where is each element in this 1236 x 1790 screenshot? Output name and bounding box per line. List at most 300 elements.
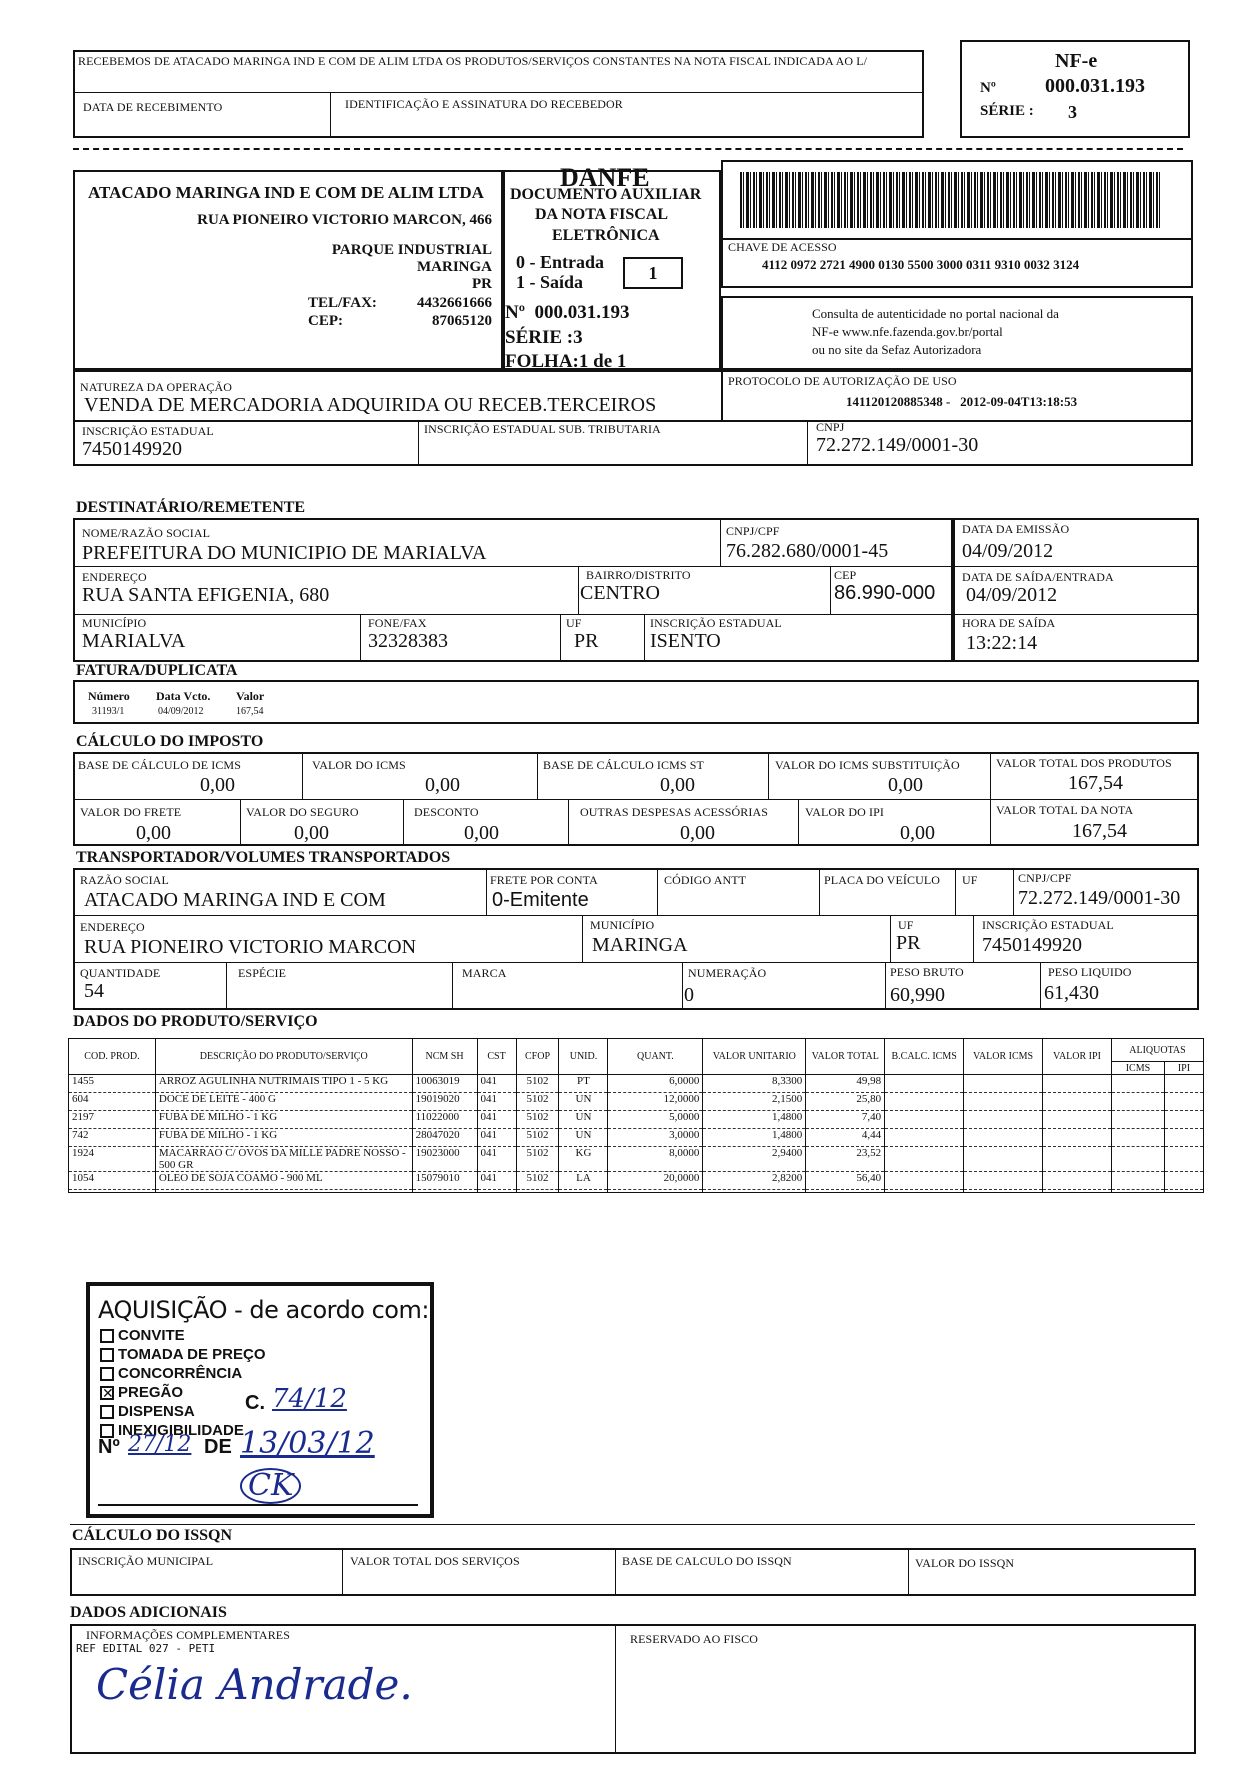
cell-empty bbox=[964, 1129, 1043, 1147]
recipient-cep: 86.990-000 bbox=[834, 582, 936, 604]
transport-uf2-label: UF bbox=[898, 918, 914, 932]
cell-desc: DOCE DE LEITE - 400 G bbox=[155, 1093, 412, 1111]
col-vicms: VALOR ICMS bbox=[964, 1039, 1043, 1075]
emitter-cep: 87065120 bbox=[432, 313, 492, 329]
invoice-h-number: Número bbox=[88, 689, 130, 703]
cell-quant: 20,0000 bbox=[608, 1172, 703, 1190]
danfe-entrada: 0 - Entrada bbox=[516, 252, 605, 272]
cell-cfop: 5102 bbox=[516, 1075, 559, 1093]
cell-cod: 1924 bbox=[69, 1147, 156, 1172]
cell-ncm: 11022000 bbox=[412, 1111, 477, 1129]
issqn-im-label: INSCRIÇÃO MUNICIPAL bbox=[78, 1554, 214, 1568]
recipient-ie: ISENTO bbox=[650, 630, 721, 652]
col-ncm: NCM SH bbox=[412, 1039, 477, 1075]
danfe-line2: DA NOTA FISCAL bbox=[535, 206, 669, 223]
cell-empty bbox=[1043, 1147, 1112, 1172]
desconto: 0,00 bbox=[464, 822, 499, 844]
cell-empty bbox=[964, 1172, 1043, 1190]
transport-antt-label: CÓDIGO ANTT bbox=[664, 873, 747, 887]
products-table bbox=[68, 1038, 1204, 1193]
cell-empty bbox=[885, 1111, 964, 1129]
cut-line bbox=[73, 148, 1183, 150]
transport-brand-label: MARCA bbox=[462, 966, 507, 980]
cell-empty bbox=[1164, 1147, 1203, 1172]
stamp-option bbox=[100, 1383, 266, 1402]
receipt-text: RECEBEMOS DE ATACADO MARINGA IND E COM DE ALIM LTDA OS PRODUTOS/SERVIÇOS CONSTANTES NA NOTA FISCAL INDICADA AO L/ bbox=[78, 54, 868, 68]
recipient-address: RUA SANTA EFIGENIA, 680 bbox=[82, 584, 330, 606]
cell-vunit: 1,4800 bbox=[703, 1129, 806, 1147]
transport-qty-label: QUANTIDADE bbox=[80, 966, 161, 980]
stamp-option-label: CONVITE bbox=[118, 1327, 185, 1344]
transport-uf2: PR bbox=[896, 932, 921, 954]
cell-quant: 5,0000 bbox=[608, 1111, 703, 1129]
invoice-date: 04/09/2012 bbox=[158, 706, 204, 717]
ipi: 0,00 bbox=[900, 822, 935, 844]
base-icms-label: BASE DE CÁLCULO DE ICMS bbox=[78, 758, 241, 772]
additional-reserved-label: RESERVADO AO FISCO bbox=[630, 1632, 758, 1646]
emitter-district: PARQUE INDUSTRIAL bbox=[331, 242, 492, 258]
danfe-line3: ELETRÔNICA bbox=[552, 227, 660, 244]
cell-cfop: 5102 bbox=[516, 1111, 559, 1129]
cell-cst: 041 bbox=[477, 1129, 516, 1147]
ie-st-label: INSCRIÇÃO ESTADUAL SUB. TRIBUTARIA bbox=[424, 422, 661, 436]
table-spacer bbox=[69, 1190, 1204, 1193]
transport-net: 61,430 bbox=[1044, 982, 1099, 1004]
transport-h1 bbox=[73, 915, 1199, 916]
checkbox-icon bbox=[100, 1386, 114, 1400]
outras-label: OUTRAS DESPESAS ACESSÓRIAS bbox=[580, 805, 768, 819]
frete: 0,00 bbox=[136, 822, 171, 844]
emitter-name: ATACADO MARINGA IND E COM DE ALIM LTDA bbox=[88, 183, 484, 202]
transport-v8 bbox=[973, 915, 974, 962]
transport-v1 bbox=[486, 868, 487, 915]
icms: 0,00 bbox=[425, 774, 460, 796]
cell-empty bbox=[885, 1075, 964, 1093]
cell-cod: 1054 bbox=[69, 1172, 156, 1190]
transport-frete-label: FRETE POR CONTA bbox=[490, 873, 598, 887]
cell-cst: 041 bbox=[477, 1147, 516, 1172]
cell-empty bbox=[1111, 1147, 1164, 1172]
recipient-district-label: BAIRRO/DISTRITO bbox=[586, 568, 691, 582]
transport-species-label: ESPÉCIE bbox=[238, 966, 287, 980]
stamp-option-label: DISPENSA bbox=[118, 1403, 195, 1420]
danfe-line1: DOCUMENTO AUXILIAR bbox=[510, 186, 702, 203]
cell-cfop: 5102 bbox=[516, 1093, 559, 1111]
nfe-number: 000.031.193 bbox=[1045, 75, 1145, 97]
cell-vunit: 2,1500 bbox=[703, 1093, 806, 1111]
tax-v8 bbox=[798, 799, 799, 846]
consult-line1: Consulta de autenticidade no portal nacional da bbox=[812, 306, 1059, 321]
cell-ncm: 19019020 bbox=[412, 1093, 477, 1111]
transport-v4 bbox=[955, 868, 956, 915]
cell-ncm: 15079010 bbox=[412, 1172, 477, 1190]
cell-ncm: 19023000 bbox=[412, 1147, 477, 1172]
recipient-cep-label: CEP bbox=[834, 568, 857, 582]
cell-ncm: 10063019 bbox=[412, 1075, 477, 1093]
cell-cst: 041 bbox=[477, 1172, 516, 1190]
invoice-h-date: Data Vcto. bbox=[156, 689, 211, 703]
receipt-date-label: DATA DE RECEBIMENTO bbox=[83, 100, 223, 114]
cell-empty bbox=[1164, 1075, 1203, 1093]
icms-label: VALOR DO ICMS bbox=[312, 758, 406, 772]
cell-desc: FUBA DE MILHO - 1 KG bbox=[155, 1111, 412, 1129]
cell-empty bbox=[1043, 1111, 1112, 1129]
cell-empty bbox=[1164, 1111, 1203, 1129]
stamp-option bbox=[100, 1402, 266, 1421]
transport-numbering-label: NUMERAÇÃO bbox=[688, 966, 767, 980]
tax-h bbox=[73, 799, 1199, 800]
transport-frete: 0-Emitente bbox=[492, 889, 589, 911]
cell-empty bbox=[1164, 1129, 1203, 1147]
recipient-v2 bbox=[578, 566, 579, 614]
products-section: DADOS DO PRODUTO/SERVIÇO bbox=[73, 1013, 318, 1030]
cell-vtotal: 49,98 bbox=[806, 1075, 885, 1093]
issqn-value-label: VALOR DO ISSQN bbox=[915, 1556, 1015, 1570]
transport-uf-label: UF bbox=[962, 873, 978, 887]
recipient-h2 bbox=[73, 614, 953, 615]
cell-unid: UN bbox=[559, 1093, 608, 1111]
transport-v13 bbox=[1040, 962, 1041, 1010]
transport-address-label: ENDEREÇO bbox=[80, 920, 145, 934]
tax-v2 bbox=[537, 752, 538, 799]
transport-v12 bbox=[885, 962, 886, 1010]
cell-unid: KG bbox=[559, 1147, 608, 1172]
transport-gross: 60,990 bbox=[890, 984, 945, 1006]
cell-vtotal: 7,40 bbox=[806, 1111, 885, 1129]
additional-info-label: INFORMAÇÕES COMPLEMENTARES bbox=[86, 1628, 290, 1642]
stamp-option-label: TOMADA DE PREÇO bbox=[118, 1346, 266, 1363]
table-row bbox=[69, 1129, 1204, 1147]
cell-cst: 041 bbox=[477, 1111, 516, 1129]
col-vipi: VALOR IPI bbox=[1043, 1039, 1112, 1075]
barcode-image bbox=[740, 172, 1160, 228]
issqn-v3 bbox=[908, 1548, 909, 1596]
table-row bbox=[69, 1111, 1204, 1129]
emitter-state: PR bbox=[472, 276, 492, 292]
stamp-c-label: C. bbox=[245, 1392, 265, 1414]
emission-value: 04/09/2012 bbox=[962, 540, 1054, 562]
cell-empty bbox=[964, 1093, 1043, 1111]
issqn-section: CÁLCULO DO ISSQN bbox=[72, 1527, 233, 1544]
transport-qty: 54 bbox=[84, 980, 104, 1002]
cell-cfop: 5102 bbox=[516, 1129, 559, 1147]
nature-value: VENDA DE MERCADORIA ADQUIRIDA OU RECEB.TERCEIROS bbox=[84, 394, 657, 416]
recipient-name: PREFEITURA DO MUNICIPIO DE MARIALVA bbox=[82, 542, 487, 564]
signature: Célia Andrade. bbox=[96, 1660, 413, 1709]
col-cod: COD. PROD. bbox=[69, 1039, 156, 1075]
cell-vtotal: 56,40 bbox=[806, 1172, 885, 1190]
recipient-city: MARIALVA bbox=[82, 630, 186, 652]
recipient-city-label: MUNICÍPIO bbox=[82, 616, 147, 630]
issqn-v1 bbox=[342, 1548, 343, 1596]
cell-cfop: 5102 bbox=[516, 1147, 559, 1172]
col-aliquotas: ALIQUOTAS bbox=[1111, 1039, 1203, 1062]
emitter-tel: 4432661666 bbox=[417, 295, 492, 311]
transport-cnpj: 72.272.149/0001-30 bbox=[1018, 887, 1181, 909]
hour-label: HORA DE SAÍDA bbox=[962, 616, 1056, 630]
col-aliq-ipi: IPI bbox=[1164, 1062, 1203, 1075]
cell-empty bbox=[964, 1147, 1043, 1172]
cell-empty bbox=[1164, 1093, 1203, 1111]
ie-value: 7450149920 bbox=[82, 438, 182, 460]
nfe-serie: 3 bbox=[1068, 102, 1077, 122]
cell-empty bbox=[1043, 1093, 1112, 1111]
cell-unid: PT bbox=[559, 1075, 608, 1093]
frete-label: VALOR DO FRETE bbox=[80, 805, 182, 819]
danfe-number: Nº 000.031.193 bbox=[505, 302, 630, 323]
cell-vtotal: 4,44 bbox=[806, 1129, 885, 1147]
checkbox-icon bbox=[100, 1405, 114, 1419]
cell-empty bbox=[1111, 1093, 1164, 1111]
stamp-option bbox=[100, 1364, 266, 1383]
stamp-c-value: 74/12 bbox=[272, 1384, 347, 1414]
cell-empty bbox=[1164, 1172, 1203, 1190]
transport-address: RUA PIONEIRO VICTORIO MARCON bbox=[84, 936, 417, 958]
emitter-tel-label: TEL/FAX: bbox=[308, 295, 377, 311]
danfe-type-box: 1 bbox=[623, 257, 683, 289]
stamp-options bbox=[100, 1326, 266, 1440]
consult-line2: NF-e www.nfe.fazenda.gov.br/portal bbox=[812, 324, 1003, 339]
cell-desc: OLEO DE SOJA COAMO - 900 ML bbox=[155, 1172, 412, 1190]
additional-v1 bbox=[615, 1624, 616, 1754]
desconto-label: DESCONTO bbox=[414, 805, 479, 819]
cell-ncm: 28047020 bbox=[412, 1129, 477, 1147]
seguro-label: VALOR DO SEGURO bbox=[246, 805, 359, 819]
transport-name-label: RAZÃO SOCIAL bbox=[80, 873, 169, 887]
danfe-saida: 1 - Saída bbox=[516, 272, 584, 292]
issqn-base-label: BASE DE CALCULO DO ISSQN bbox=[622, 1554, 792, 1568]
cell-vunit: 8,3300 bbox=[703, 1075, 806, 1093]
tax-v1 bbox=[302, 752, 303, 799]
tax-v4 bbox=[990, 752, 991, 846]
seguro: 0,00 bbox=[294, 822, 329, 844]
stamp-signature-line bbox=[98, 1504, 418, 1506]
table-row bbox=[69, 1147, 1204, 1172]
col-vtotal: VALOR TOTAL bbox=[806, 1039, 885, 1075]
cell-empty bbox=[1043, 1172, 1112, 1190]
exit-value: 04/09/2012 bbox=[966, 584, 1058, 606]
recipient-ie-label: INSCRIÇÃO ESTADUAL bbox=[650, 616, 782, 630]
cell-cod: 1455 bbox=[69, 1075, 156, 1093]
emitter-city: MARINGA bbox=[417, 259, 492, 275]
issqn-total-label: VALOR TOTAL DOS SERVIÇOS bbox=[350, 1554, 520, 1568]
cell-cod: 2197 bbox=[69, 1111, 156, 1129]
cell-desc: FUBA DE MILHO - 1 KG bbox=[155, 1129, 412, 1147]
tax-v6 bbox=[403, 799, 404, 846]
additional-info: REF EDITAL 027 - PETI bbox=[76, 1642, 216, 1655]
ie-divider-2 bbox=[807, 420, 808, 466]
emission-label: DATA DA EMISSÃO bbox=[962, 522, 1070, 536]
transport-v5 bbox=[1013, 868, 1014, 915]
tax-section: CÁLCULO DO IMPOSTO bbox=[76, 733, 264, 750]
col-quant: QUANT. bbox=[608, 1039, 703, 1075]
recipient-address-label: ENDEREÇO bbox=[82, 570, 147, 584]
acquisition-stamp bbox=[86, 1282, 434, 1518]
base-st-label: BASE DE CÁLCULO ICMS ST bbox=[543, 758, 704, 772]
transport-v11 bbox=[682, 962, 683, 1010]
exit-label: DATA DE SAÍDA/ENTRADA bbox=[962, 570, 1114, 584]
recipient-phone-label: FONE/FAX bbox=[368, 616, 427, 630]
transport-city: MARINGA bbox=[592, 934, 688, 956]
transport-placa-label: PLACA DO VEÍCULO bbox=[824, 873, 941, 887]
recipient-section: DESTINATÁRIO/REMETENTE bbox=[76, 499, 306, 516]
hour-value: 13:22:14 bbox=[966, 632, 1038, 654]
transport-h2 bbox=[73, 962, 1199, 963]
base-st: 0,00 bbox=[660, 774, 695, 796]
receipt-sign-label: IDENTIFICAÇÃO E ASSINATURA DO RECEBEDOR bbox=[345, 97, 623, 111]
dates-h1 bbox=[953, 566, 1199, 567]
recipient-cnpj-label: CNPJ/CPF bbox=[726, 524, 780, 538]
icms-sub-label: VALOR DO ICMS SUBSTITUIÇÃO bbox=[775, 758, 960, 772]
col-aliq-icms: ICMS bbox=[1111, 1062, 1164, 1075]
danfe-serie: SÉRIE :3 bbox=[505, 327, 583, 348]
cell-cod: 604 bbox=[69, 1093, 156, 1111]
transport-numbering: 0 bbox=[684, 984, 694, 1006]
nfe-serie-label: SÉRIE : bbox=[980, 103, 1034, 119]
cell-empty bbox=[885, 1129, 964, 1147]
receipt-divider bbox=[73, 92, 924, 93]
table-row bbox=[69, 1093, 1204, 1111]
cell-empty bbox=[964, 1075, 1043, 1093]
cell-empty bbox=[1111, 1075, 1164, 1093]
invoice-h-value: Valor bbox=[236, 689, 265, 703]
cell-quant: 3,0000 bbox=[608, 1129, 703, 1147]
cnpj-label: CNPJ bbox=[816, 420, 845, 434]
cell-vtotal: 23,52 bbox=[806, 1147, 885, 1172]
checkbox-icon bbox=[100, 1348, 114, 1362]
emitter-cep-label: CEP: bbox=[308, 313, 343, 329]
transport-cnpj-label: CNPJ/CPF bbox=[1018, 871, 1072, 885]
tax-v5 bbox=[240, 799, 241, 846]
col-desc: DESCRIÇÃO DO PRODUTO/SERVIÇO bbox=[155, 1039, 412, 1075]
recipient-h1 bbox=[73, 566, 953, 567]
col-cfop: CFOP bbox=[516, 1039, 559, 1075]
recipient-v3 bbox=[830, 566, 831, 614]
col-bcalc: B.CALC. ICMS bbox=[885, 1039, 964, 1075]
recipient-name-label: NOME/RAZÃO SOCIAL bbox=[82, 526, 211, 540]
dates-h2 bbox=[953, 614, 1199, 615]
nfe-title: NF-e bbox=[1055, 50, 1098, 72]
issqn-top-rule bbox=[70, 1524, 1195, 1525]
transport-city-label: MUNICÍPIO bbox=[590, 918, 655, 932]
outras: 0,00 bbox=[680, 822, 715, 844]
col-vunit: VALOR UNITARIO bbox=[703, 1039, 806, 1075]
protocol-value: 141120120885348 - 2012-09-04T13:18:53 bbox=[846, 394, 1078, 409]
checkbox-icon bbox=[100, 1367, 114, 1381]
cell-unid: LA bbox=[559, 1172, 608, 1190]
transport-v6 bbox=[582, 915, 583, 962]
cell-quant: 12,0000 bbox=[608, 1093, 703, 1111]
stamp-title: AQUISIÇÃO - de acordo com: bbox=[98, 1296, 429, 1324]
cell-cod: 742 bbox=[69, 1129, 156, 1147]
recipient-v5 bbox=[560, 614, 561, 662]
stamp-n-value: 27/12 bbox=[128, 1432, 192, 1457]
cnpj-value: 72.272.149/0001-30 bbox=[816, 434, 979, 456]
cell-vunit: 2,8200 bbox=[703, 1172, 806, 1190]
cell-vtotal: 25,80 bbox=[806, 1093, 885, 1111]
cell-empty bbox=[1111, 1111, 1164, 1129]
stamp-option-label: CONCORRÊNCIA bbox=[118, 1365, 243, 1382]
consult-line3: ou no site da Sefaz Autorizadora bbox=[812, 342, 982, 357]
cell-empty bbox=[1043, 1075, 1112, 1093]
ie-divider-1 bbox=[418, 420, 419, 466]
recipient-uf: PR bbox=[574, 630, 599, 652]
nature-label: NATUREZA DA OPERAÇÃO bbox=[80, 380, 233, 394]
cell-unid: UN bbox=[559, 1129, 608, 1147]
recipient-phone: 32328383 bbox=[368, 630, 448, 652]
transport-ie-label: INSCRIÇÃO ESTADUAL bbox=[982, 918, 1114, 932]
total-nota-label: VALOR TOTAL DA NOTA bbox=[996, 803, 1134, 817]
key-value: 4112 0972 2721 4900 0130 5500 3000 0311 9310 0032 3124 bbox=[762, 257, 1080, 272]
transport-v7 bbox=[890, 915, 891, 962]
cell-vunit: 2,9400 bbox=[703, 1147, 806, 1172]
transport-v2 bbox=[657, 868, 658, 915]
base-icms: 0,00 bbox=[200, 774, 235, 796]
stamp-option bbox=[100, 1326, 266, 1345]
cell-empty bbox=[885, 1147, 964, 1172]
stamp-option-label: INEXIGIBILIDADE bbox=[118, 1422, 244, 1439]
cell-unid: UN bbox=[559, 1111, 608, 1129]
recipient-v1 bbox=[720, 518, 721, 566]
cell-empty bbox=[1043, 1129, 1112, 1147]
tax-v7 bbox=[568, 799, 569, 846]
invoice-number: 31193/1 bbox=[92, 706, 125, 717]
recipient-uf-label: UF bbox=[566, 616, 582, 630]
invoice-section: FATURA/DUPLICATA bbox=[76, 662, 238, 679]
transport-v10 bbox=[452, 962, 453, 1010]
nfe-number-label: Nº bbox=[980, 80, 996, 96]
cell-quant: 6,0000 bbox=[608, 1075, 703, 1093]
stamp-option-label: PREGÃO bbox=[118, 1384, 184, 1401]
emitter-address: RUA PIONEIRO VICTORIO MARCON, 466 bbox=[197, 212, 492, 228]
transport-section: TRANSPORTADOR/VOLUMES TRANSPORTADOS bbox=[76, 849, 451, 866]
cell-empty bbox=[885, 1093, 964, 1111]
checkbox-icon bbox=[100, 1329, 114, 1343]
col-unid: UNID. bbox=[559, 1039, 608, 1075]
stamp-initials: CK bbox=[240, 1468, 301, 1504]
protocol-label: PROTOCOLO DE AUTORIZAÇÃO DE USO bbox=[728, 374, 957, 388]
cell-empty bbox=[964, 1111, 1043, 1129]
cell-cst: 041 bbox=[477, 1093, 516, 1111]
table-row bbox=[69, 1172, 1204, 1190]
total-prod: 167,54 bbox=[1068, 772, 1123, 794]
cell-desc: ARROZ AGULINHA NUTRIMAIS TIPO 1 - 5 KG bbox=[155, 1075, 412, 1093]
icms-sub: 0,00 bbox=[888, 774, 923, 796]
transport-name: ATACADO MARINGA IND E COM bbox=[84, 889, 386, 911]
cell-cfop: 5102 bbox=[516, 1172, 559, 1190]
stamp-option bbox=[100, 1345, 266, 1364]
key-label: CHAVE DE ACESSO bbox=[728, 240, 837, 254]
danfe-title: DANFE bbox=[560, 163, 650, 192]
stamp-de-value: 13/03/12 bbox=[240, 1426, 375, 1461]
danfe-folha: FOLHA:1 de 1 bbox=[505, 351, 627, 372]
recipient-v4 bbox=[360, 614, 361, 662]
transport-ie: 7450149920 bbox=[982, 934, 1082, 956]
col-cst: CST bbox=[477, 1039, 516, 1075]
cell-quant: 8,0000 bbox=[608, 1147, 703, 1172]
cell-vunit: 1,4800 bbox=[703, 1111, 806, 1129]
transport-net-label: PESO LIQUIDO bbox=[1048, 965, 1132, 979]
total-prod-label: VALOR TOTAL DOS PRODUTOS bbox=[996, 756, 1172, 770]
stamp-n-label: Nº bbox=[98, 1436, 120, 1458]
tax-v3 bbox=[768, 752, 769, 799]
transport-v3 bbox=[819, 868, 820, 915]
invoice-value: 167,54 bbox=[236, 706, 264, 717]
cell-desc: MACARRAO C/ OVOS DA MILLE PADRE NOSSO - 500 GR bbox=[155, 1147, 412, 1172]
ie-label: INSCRIÇÃO ESTADUAL bbox=[82, 424, 214, 438]
cell-empty bbox=[885, 1172, 964, 1190]
recipient-district: CENTRO bbox=[580, 582, 660, 604]
